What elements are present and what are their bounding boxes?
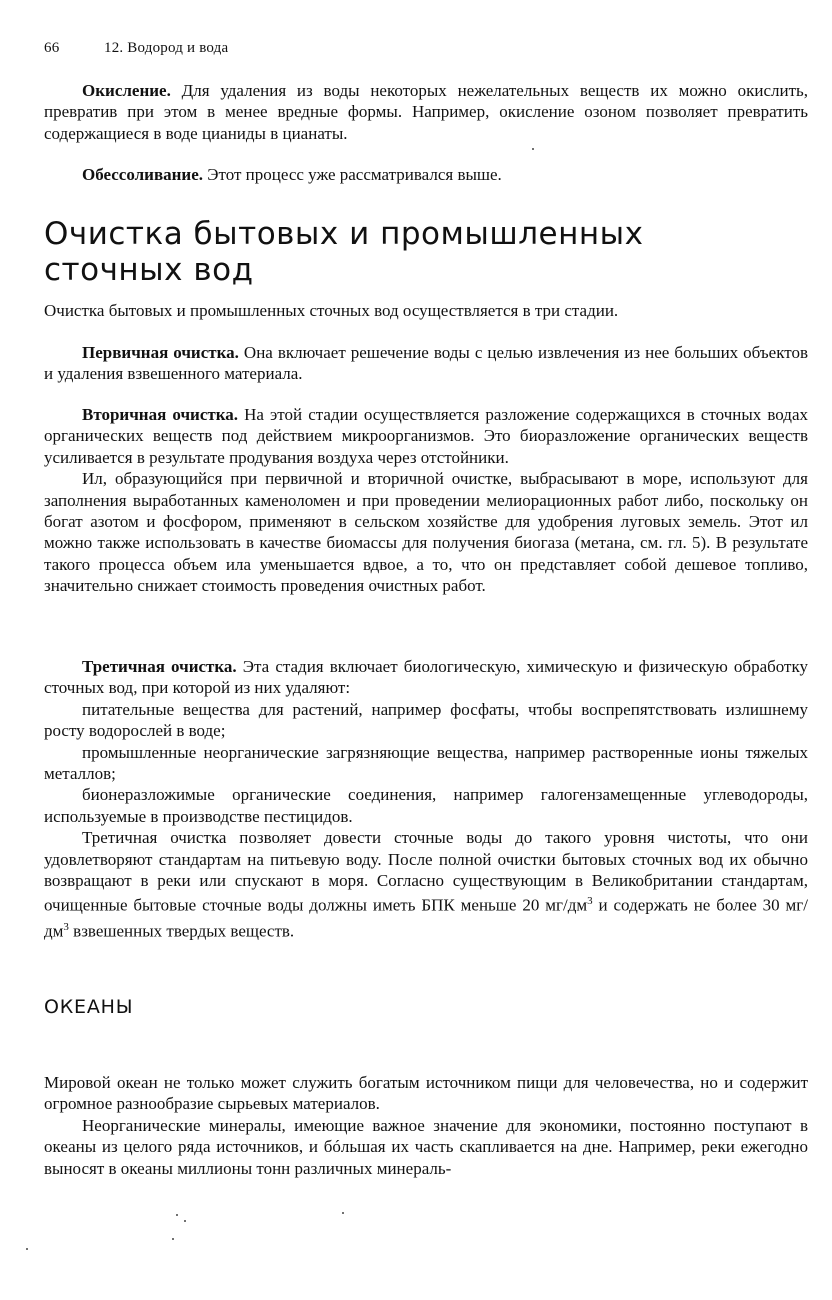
section-intro [44,300,808,321]
primary-text: Она включает решечение воды с целью извлечения из нее больших объектов и удаления взвешенного материала. [44,343,808,384]
tertiary-text: Эта стадия включает биологическую, химическую и физическую обработку сточных вод, при которой из них удаляют: [44,657,808,698]
scan-speck [184,1220,186,1222]
list-item: бионеразложимые органические соединения, например галогензамещенные углеводороды, используемые в производстве пестицидов. [44,785,808,826]
tertiary-section [44,656,808,942]
oxidation-paragraph [44,80,808,144]
superscript: 3 [63,920,69,933]
desalination-paragraph [44,164,808,185]
section-heading: Очистка бытовых и промышленных сточных вод [44,216,644,288]
conclusion-text-a: Третичная очистка позволяет довести сточные воды до такого уровня чистоты, что они удовлетворяют стандартам на питьевую воду. После полной очистки бытовых сточных вод их обычно возвращают в реки или спускают в моря. Согласно существующим в Великобритании стандартам, очищенные бытовые сточные воды должны иметь БПК меньше 20 мг/дм [44,828,808,916]
conclusion-text-b: и содержать не более 30 мг/дм [44,896,808,941]
tertiary-conclusion [44,827,808,941]
superscript: 3 [587,895,593,908]
primary-runin: Первичная очистка. [82,343,239,362]
sludge-paragraph: Ил, образующийся при первичной и вторичной очистке, выбрасывают в море, используют для заполнения выработанных каменоломен и при проведении мелиорационных работ либо, поскольку он богат азотом и фосфором, применяют в сельском хозяйстве для удобрения луговых земель. Этот ил можно также использовать в качестве биомассы для получения биогаза (метана, см. гл. 5). В результате такого процесса объем ила уменьшается вдвое, а то, что он представляет собой дешевое топливо, значительно снижает стоимость проведения очистных работ. [44,469,808,596]
secondary-runin: Вторичная очистка. [82,405,239,424]
running-head [44,40,228,57]
scan-speck [176,1214,178,1216]
list-item: промышленные неорганические загрязняющие вещества, например растворенные ионы тяжелых металлов; [44,742,808,784]
oxidation-text: Для удаления из воды некоторых нежелательных веществ их можно окислить, превратив при этом в менее вредные формы. Например, окисление озоном позволяет превратить содержащиеся в воде цианиды в цианаты. [44,81,808,143]
section-intro-text: Очистка бытовых и промышленных сточных вод осуществляется в три стадии. [44,301,619,320]
oceans-section [44,1072,808,1179]
tertiary-runin: Третичная очистка. [82,657,237,676]
oceans-heading: ОКЕАНЫ [44,996,134,1018]
scan-speck [172,1238,174,1240]
page-number: 66 [44,40,60,56]
oceans-paragraph-2: Неорганические минералы, имеющие важное значение для экономики, постоянно поступают в океаны из целого ряда источников, и бóльшая их часть скапливается на дне. Например, реки ежегодно выносят в океаны миллионы тонн различных минераль- [44,1115,808,1178]
oxidation-runin: Окисление. [82,81,171,100]
desalination-text: Этот процесс уже рассматривался выше. [203,165,502,184]
scan-speck [532,148,534,150]
list-item: питательные вещества для растений, например фосфаты, чтобы воспрепятствовать излишнему росту водорослей в воде; [44,699,808,741]
scan-speck [342,1212,344,1214]
conclusion-text-c: взвешенных твердых веществ. [68,921,295,941]
desalination-runin: Обессоливание. [82,165,204,184]
primary-paragraph [44,342,808,385]
chapter-title: 12. Водород и вода [104,40,229,56]
secondary-text: На этой стадии осуществляется разложение содержащихся в сточных водах органических веществ под действием микроорганизмов. Это биоразложение органических веществ усиливается в результате продувания воздуха через отстойники. [44,405,808,467]
scan-speck [26,1248,28,1250]
oceans-paragraph-1: Мировой океан не только может служить богатым источником пищи для человечества, но и содержит огромное разнообразие сырьевых материалов. [44,1073,808,1114]
secondary-section [44,404,808,597]
